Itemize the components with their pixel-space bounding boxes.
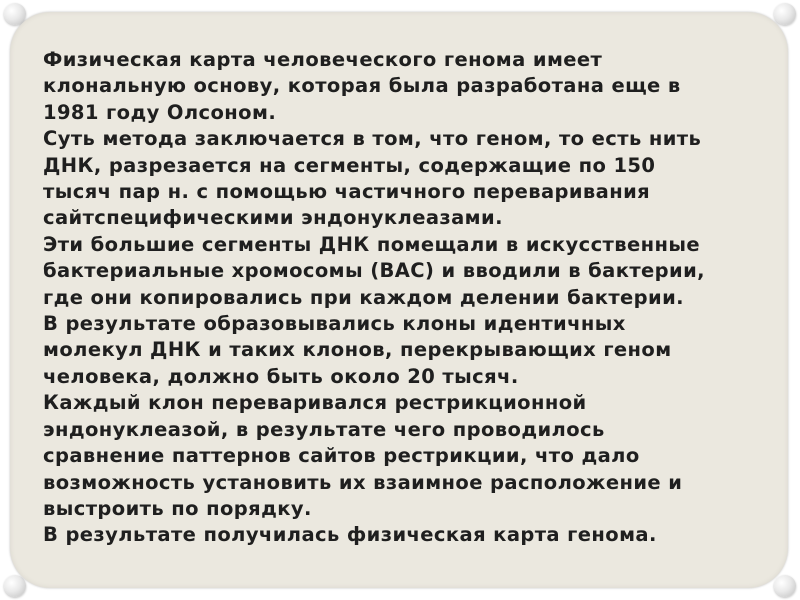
binder-ring-icon bbox=[774, 575, 796, 597]
text-line: ДНК, разрезается на сегменты, содержащие по 150 bbox=[43, 153, 656, 177]
text-line: Суть метода заключается в том, что геном, то есть нить bbox=[43, 127, 702, 151]
text-line: Физическая карта человеческого генома имеет bbox=[43, 48, 603, 71]
text-line: Эти большие сегменты ДНК помещали в искусственные bbox=[43, 232, 700, 256]
text-line: возможность установить их взаимное расположение и bbox=[43, 470, 683, 494]
text-line: где они копировались при каждом делении бактерии. bbox=[43, 285, 684, 309]
text-line: бактериальные хромосомы (BAC) и вводили в бактерии, bbox=[43, 259, 705, 283]
text-line: выстроить по порядку. bbox=[43, 496, 312, 520]
text-line: Каждый клон переваривался рестрикционной bbox=[43, 391, 587, 415]
text-line: клональную основу, которая была разработана еще в bbox=[43, 74, 681, 98]
slide-body-text bbox=[43, 47, 783, 549]
text-line: сравнение паттернов сайтов рестрикции, что дало bbox=[43, 444, 640, 468]
content-panel bbox=[10, 12, 788, 588]
binder-ring-icon bbox=[4, 575, 26, 597]
text-line: молекул ДНК и таких клонов, перекрывающих геном bbox=[43, 338, 672, 362]
text-line: В результате получилась физическая карта генома. bbox=[43, 523, 657, 547]
text-line: сайтспецифическими эндонуклеазами. bbox=[43, 206, 503, 230]
text-line: 1981 году Олсоном. bbox=[43, 100, 277, 124]
text-line: эндонуклеазой, в результате чего проводилось bbox=[43, 417, 605, 441]
text-line: В результате образовывались клоны идентичных bbox=[43, 312, 626, 336]
text-line: человека, должно быть около 20 тысяч. bbox=[43, 364, 519, 388]
binder-ring-icon bbox=[774, 3, 796, 25]
text-line: тысяч пар н. с помощью частичного переваривания bbox=[43, 180, 651, 204]
